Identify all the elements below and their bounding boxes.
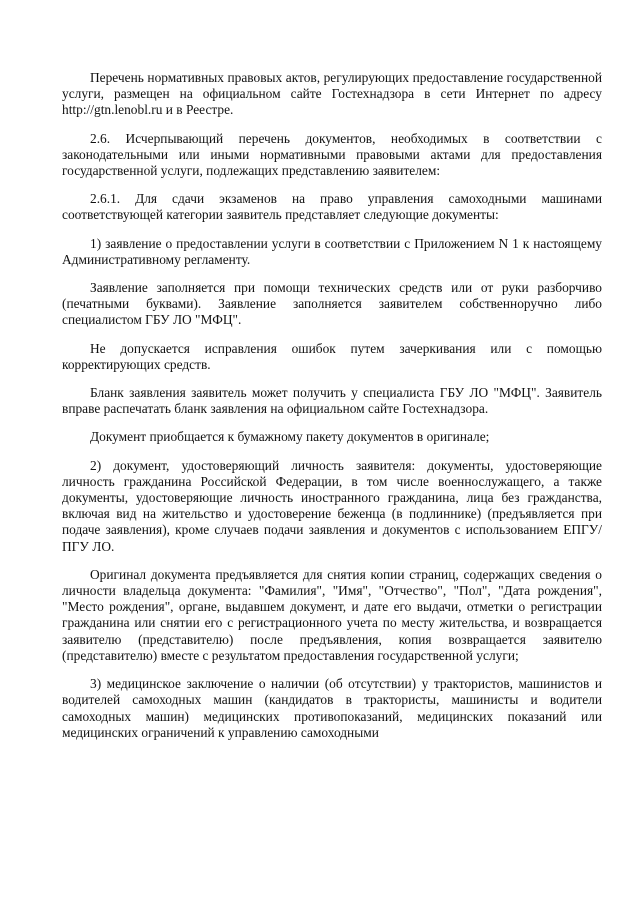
paragraph-no-corrections: Не допускается исправления ошибок путем зачеркивания или с помощью корректирующих средств. — [62, 340, 602, 372]
paragraph-item-1-application: 1) заявление о предоставлении услуги в соответствии с Приложением N 1 к настоящему Административному регламенту. — [62, 235, 602, 267]
paragraph-section-2-6: 2.6. Исчерпывающий перечень документов, необходимых в соответствии с законодательными или иными нормативными правовыми актами для предоставления государственной услуги, подлежащих представлению заявителем: — [62, 130, 602, 179]
paragraph-section-2-6-1: 2.6.1. Для сдачи экзаменов на право управления самоходными машинами соответствующей категории заявитель представляет следующие документы: — [62, 191, 602, 223]
paragraph-application-filling: Заявление заполняется при помощи технических средств или от руки разборчиво (печатными буквами). Заявление заполняется заявителем собственноручно либо специалистом ГБУ ЛО "МФЦ". — [62, 280, 602, 328]
paragraph-original-attached: Документ приобщается к бумажному пакету документов в оригинале; — [90, 429, 490, 445]
paragraph-item-2-identity-document: 2) документ, удостоверяющий личность заявителя: документы, удостоверяющие личность гражданина Российской Федерации, в том числе военнослужащего, а также документы, удостоверяющие личность иностранного гражданина, лица без гражданства, включая вид на жительство и удостоверение беженца (в подлиннике) (предъявляется при подаче заявления), кроме случаев подачи заявления и документов с использованием ЕПГУ/ПГУ ЛО. — [62, 457, 602, 554]
paragraph-original-copy-pages: Оригинал документа предъявляется для снятия копии страниц, содержащих сведения о личности владельца документа: "Фамилия", "Имя", "Отчество", "Пол", "Дата рождения", "Место рождения", органе, выдавшем документ, и дате его выдачи, отметки о регистрации гражданина или снятии его с регистрационного учета по месту жительства, и возвращается заявителю (представителю) после предъявления, копия возвращается заявителю (представителю) вместе с результатом предоставления государственной услуги; — [62, 566, 602, 663]
paragraph-legal-acts-list: Перечень нормативных правовых актов, регулирующих предоставление государственной услуги, размещен на официальном сайте Гостехнадзора в сети Интернет по адресу http://gtn.lenobl.ru и в Реестре. — [62, 70, 602, 118]
paragraph-form-availability: Бланк заявления заявитель может получить у специалиста ГБУ ЛО "МФЦ". Заявитель вправе распечатать бланк заявления на официальном сайте Гостехнадзора. — [62, 385, 602, 417]
document-page — [62, 70, 602, 753]
paragraph-item-3-medical-certificate: 3) медицинское заключение о наличии (об отсутствии) у трактористов, машинистов и водителей самоходных машин (кандидатов в трактористы, машинисты и водители самоходных машин) медицинских противопоказаний, медицинских показаний или медицинских ограничений к управлению самоходными — [62, 676, 602, 740]
